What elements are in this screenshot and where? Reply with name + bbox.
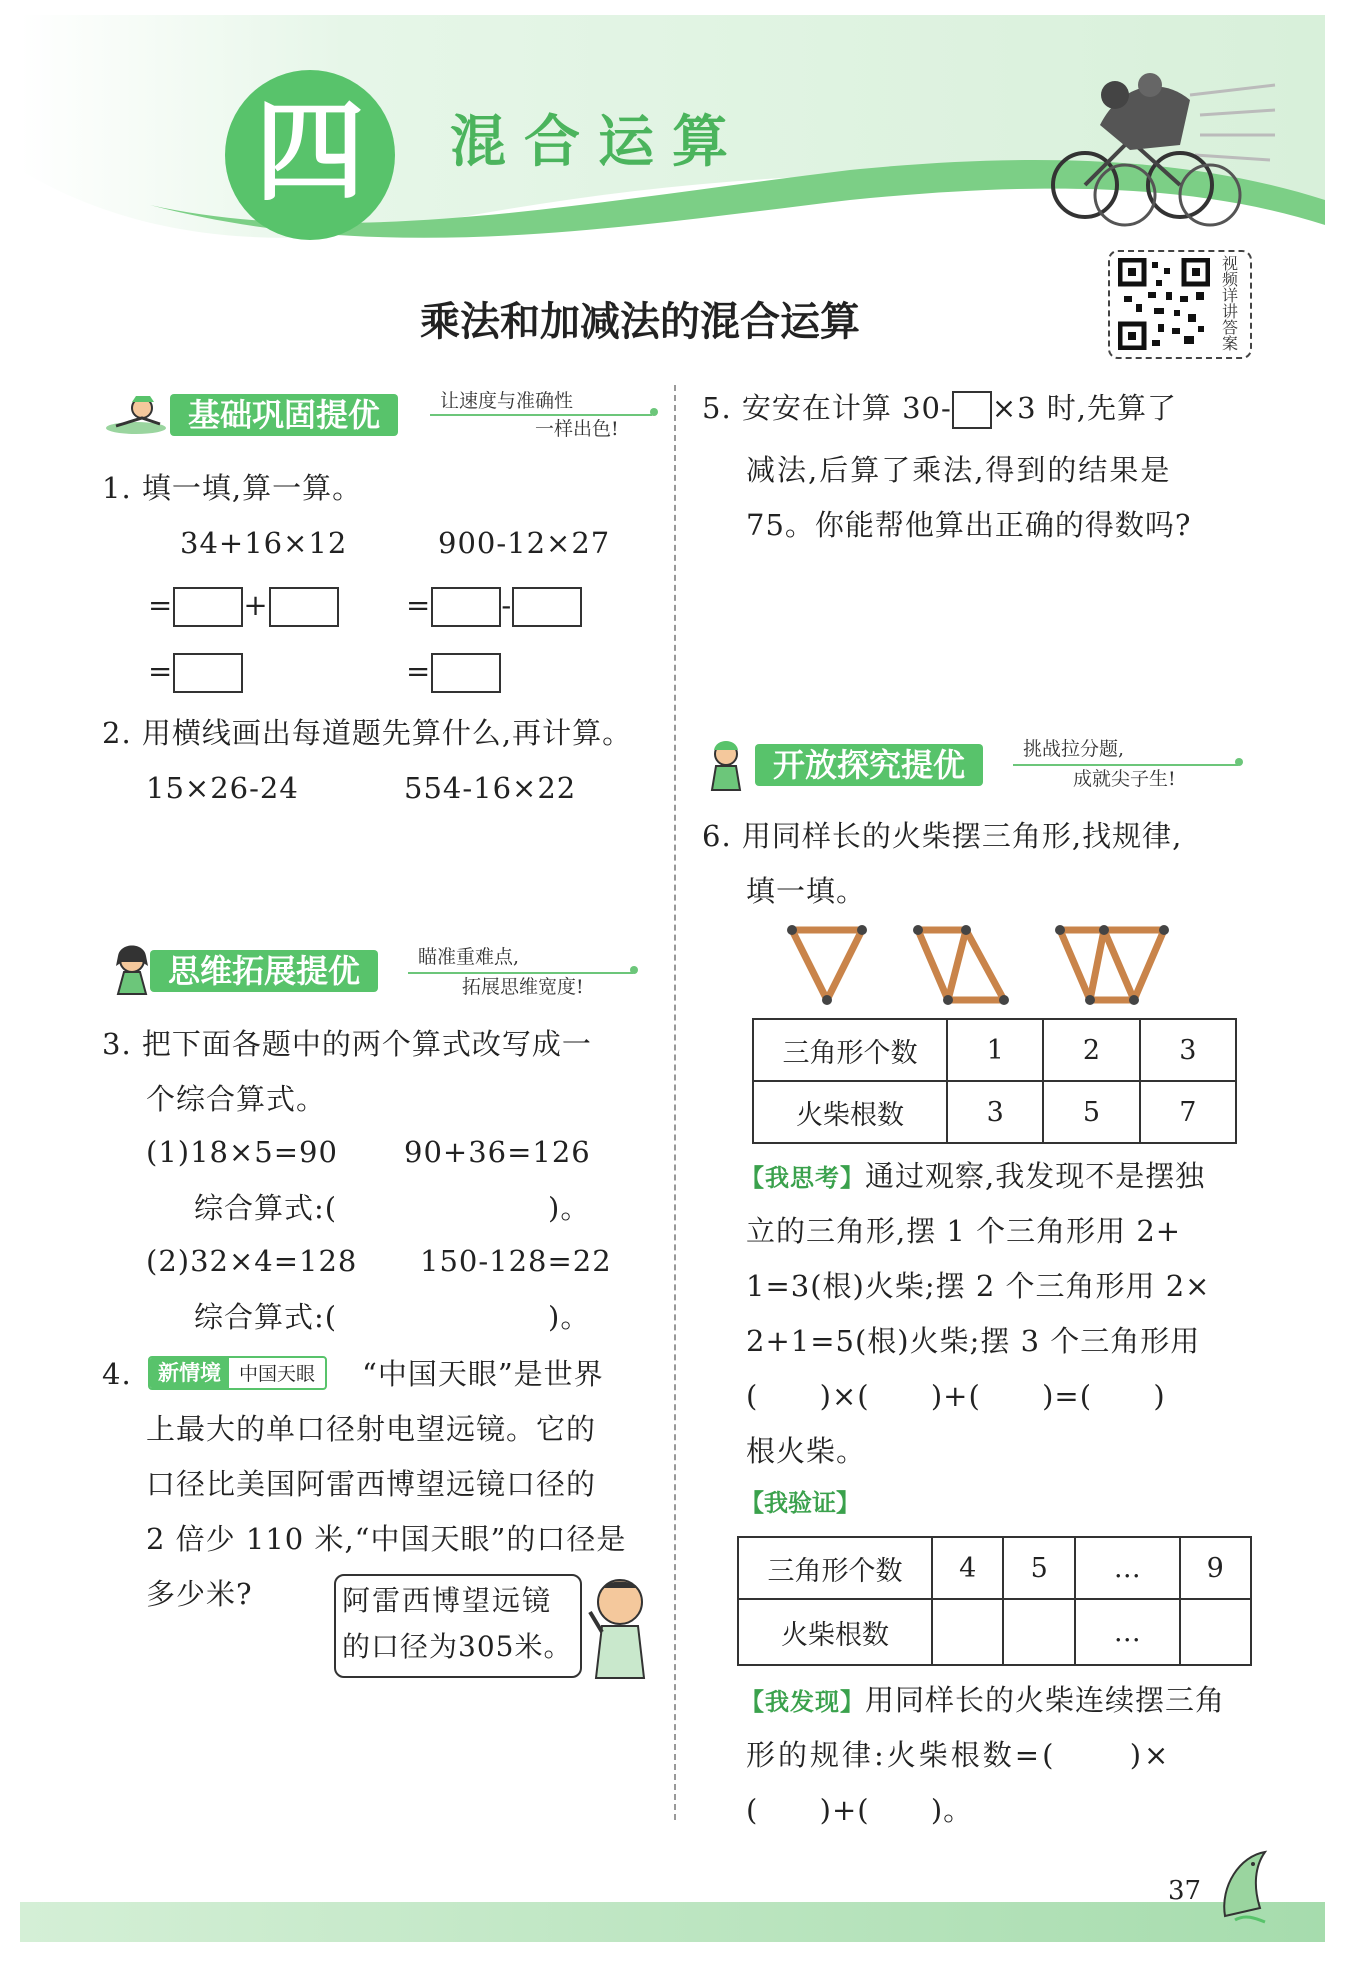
equals-sign: = (406, 654, 432, 688)
table-cell: 4 (932, 1537, 1003, 1599)
q1-b-blank-3[interactable] (431, 653, 501, 693)
equals-sign: = (148, 654, 174, 688)
q3-line-1: 3. 把下面各题中的两个算式改写成一 (102, 1027, 592, 1061)
table-cell: 火柴根数 (738, 1599, 932, 1665)
q6-line-2: 填一填。 (746, 874, 867, 908)
matchstick-triangles-figure (780, 920, 1220, 1010)
q5-line-1 (702, 380, 1177, 436)
table-cell: 5 (1043, 1081, 1139, 1143)
plus-sign: + (243, 588, 269, 622)
q1-expr-a: 34+16×12 (180, 526, 348, 560)
banner-thinking-slogan-1: 瞄准重难点, (418, 946, 520, 968)
q3-part2-a: (2)32×4=128 (146, 1244, 358, 1278)
q4-bubble-line-2: 的口径为305米。 (342, 1630, 573, 1663)
q5-line-1a: 5. 安安在计算 30- (702, 391, 952, 425)
q5-blank-box[interactable] (952, 391, 992, 429)
table-answer-cell[interactable] (932, 1599, 1003, 1665)
table-cell: 三角形个数 (753, 1019, 947, 1081)
banner-open-underline (1013, 764, 1238, 766)
q4-line-5: 多少米? (146, 1577, 253, 1611)
banner-thinking-underline (408, 972, 633, 974)
q3-part1-b: 90+36=126 (404, 1135, 591, 1169)
banner-basic-underline (430, 414, 652, 416)
q4-tag (148, 1356, 327, 1390)
verify-tag: 【我验证】 (740, 1489, 860, 1517)
table-row (738, 1599, 1251, 1665)
q4-line-3: 口径比美国阿雷西博望远镜口径的 (146, 1467, 597, 1501)
q1-b-step1 (406, 577, 582, 633)
q1-title: 1. 填一填,算一算。 (102, 471, 363, 505)
banner-open (700, 738, 1245, 790)
table-cell: 1 (947, 1019, 1043, 1081)
q6-think-line-3: 1=3(根)火柴;摆 2 个三角形用 2× (746, 1269, 1211, 1303)
table-answer-cell[interactable] (1003, 1599, 1074, 1665)
banner-thinking-slogan-2: 拓展思维宽度! (462, 976, 584, 998)
banner-thinking-dot (630, 966, 638, 974)
chapter-title: 混合运算 (450, 110, 746, 175)
q4-tag-topic: 中国天眼 (239, 1363, 316, 1385)
child-character-icon (584, 1572, 654, 1682)
q3-part2-answer-close[interactable]: )。 (548, 1300, 591, 1334)
think-text-1: 通过观察,我发现不是摆独 (865, 1159, 1206, 1193)
chapter-circle (225, 70, 395, 240)
q6-table-1 (752, 1018, 1237, 1144)
q4-number: 4. (102, 1357, 132, 1391)
column-divider (674, 385, 676, 1820)
banner-basic-slogan-2: 一样出色! (535, 418, 619, 440)
q1-a-step2 (148, 643, 243, 699)
q6-think-line-5[interactable]: ( )×( )+( )=( ) (746, 1379, 1166, 1413)
q4-line-4: 2 倍少 110 米,“中国天眼”的口径是 (146, 1522, 627, 1556)
q2-expr-b: 554-16×22 (404, 771, 577, 805)
q6-think-line-1 (740, 1148, 1205, 1206)
banner-basic (100, 392, 660, 438)
table-row (753, 1081, 1236, 1143)
qr-code-block[interactable] (1108, 250, 1252, 359)
q4-tag-new: 新情境 (150, 1358, 229, 1388)
banner-open-slogan-2: 成就尖子生! (1073, 768, 1176, 790)
q1-a-blank-1[interactable] (173, 587, 243, 627)
q5-line-2: 减法,后算了乘法,得到的结果是 (746, 453, 1172, 487)
banner-basic-dot (650, 408, 658, 416)
table-cell: 3 (947, 1081, 1043, 1143)
q1-expr-b: 900-12×27 (438, 526, 611, 560)
banner-basic-slogan-1: 让速度与准确性 (440, 390, 574, 412)
find-tag: 【我发现】 (740, 1688, 865, 1716)
q2-title: 2. 用横线画出每道题先算什么,再计算。 (102, 716, 633, 750)
table-cell: 2 (1043, 1019, 1139, 1081)
section-title: 乘法和加减法的混合运算 (420, 299, 860, 345)
mascot-kid-icon (700, 738, 750, 794)
equals-sign: = (148, 588, 174, 622)
table-cell: 三角形个数 (738, 1537, 932, 1599)
table-cell: … (1075, 1599, 1180, 1665)
q6-find-line-2[interactable]: 形的规律:火柴根数=( )× (746, 1738, 1172, 1772)
banner-open-slogan-1: 挑战拉分题, (1023, 738, 1125, 760)
banner-basic-label: 基础巩固提优 (170, 394, 398, 436)
table-row (753, 1019, 1236, 1081)
footer-band (20, 1902, 1325, 1942)
q2-expr-a: 15×26-24 (146, 771, 299, 805)
q3-line-2: 个综合算式。 (146, 1082, 327, 1116)
banner-open-label: 开放探究提优 (755, 744, 983, 786)
q1-a-blank-3[interactable] (173, 653, 243, 693)
q1-b-blank-1[interactable] (431, 587, 501, 627)
find-text-1: 用同样长的火柴连续摆三角 (865, 1683, 1226, 1717)
q6-line-1: 6. 用同样长的火柴摆三角形,找规律, (702, 819, 1183, 853)
minus-sign: - (501, 588, 513, 622)
q3-part1-answer-close[interactable]: )。 (548, 1191, 591, 1225)
qr-code-label: 视频详讲答案 (1222, 254, 1239, 353)
chapter-number: 四 (255, 88, 365, 216)
q6-table-2 (737, 1536, 1252, 1666)
q6-find-line-3[interactable]: ( )+( )。 (746, 1793, 974, 1827)
table-cell: 3 (1140, 1019, 1236, 1081)
q4-speech-bubble (334, 1574, 582, 1678)
qr-code-icon (1118, 258, 1210, 350)
banner-thinking-label: 思维拓展提优 (150, 950, 378, 992)
q4-line-2: 上最大的单口径射电望远镜。它的 (146, 1412, 597, 1446)
q3-part1-combined-label: 综合算式:( (194, 1191, 338, 1225)
q6-find-line-1 (740, 1672, 1225, 1730)
table-cell: 9 (1180, 1537, 1252, 1599)
dolphin-icon (1215, 1846, 1275, 1926)
q5-line-3: 75。你能帮他算出正确的得数吗? (746, 508, 1192, 542)
q1-a-step1 (148, 577, 339, 633)
q1-b-step2 (406, 643, 501, 699)
q6-think-line-2: 立的三角形,摆 1 个三角形用 2+ (746, 1214, 1182, 1248)
q3-part2-b: 150-128=22 (420, 1244, 612, 1278)
banner-thinking (100, 946, 640, 998)
q6-think-line-6: 根火柴。 (746, 1434, 867, 1468)
table-row (738, 1537, 1251, 1599)
table-cell: … (1075, 1537, 1180, 1599)
banner-open-dot (1235, 758, 1243, 766)
page-number: 37 (1168, 1876, 1202, 1906)
q1-a-blank-2[interactable] (269, 587, 339, 627)
mascot-boy-skateboard-icon (102, 396, 168, 436)
table-answer-cell[interactable] (1180, 1599, 1252, 1665)
q4-bubble-line-1: 阿雷西博望远镜 (342, 1584, 553, 1617)
q4-line-1: “中国天眼”是世界 (362, 1357, 604, 1391)
q5-line-1b: ×3 时,先算了 (991, 391, 1177, 425)
table-cell: 5 (1003, 1537, 1074, 1599)
cyclist-illustration (1030, 55, 1280, 235)
think-tag: 【我思考】 (740, 1164, 865, 1192)
q1-b-blank-2[interactable] (512, 587, 582, 627)
equals-sign: = (406, 588, 432, 622)
table-cell: 7 (1140, 1081, 1236, 1143)
table-cell: 火柴根数 (753, 1081, 947, 1143)
q3-part2-combined-label: 综合算式:( (194, 1300, 338, 1334)
q3-part1-a: (1)18×5=90 (146, 1135, 338, 1169)
q6-think-line-4: 2+1=5(根)火柴;摆 3 个三角形用 (746, 1324, 1201, 1358)
